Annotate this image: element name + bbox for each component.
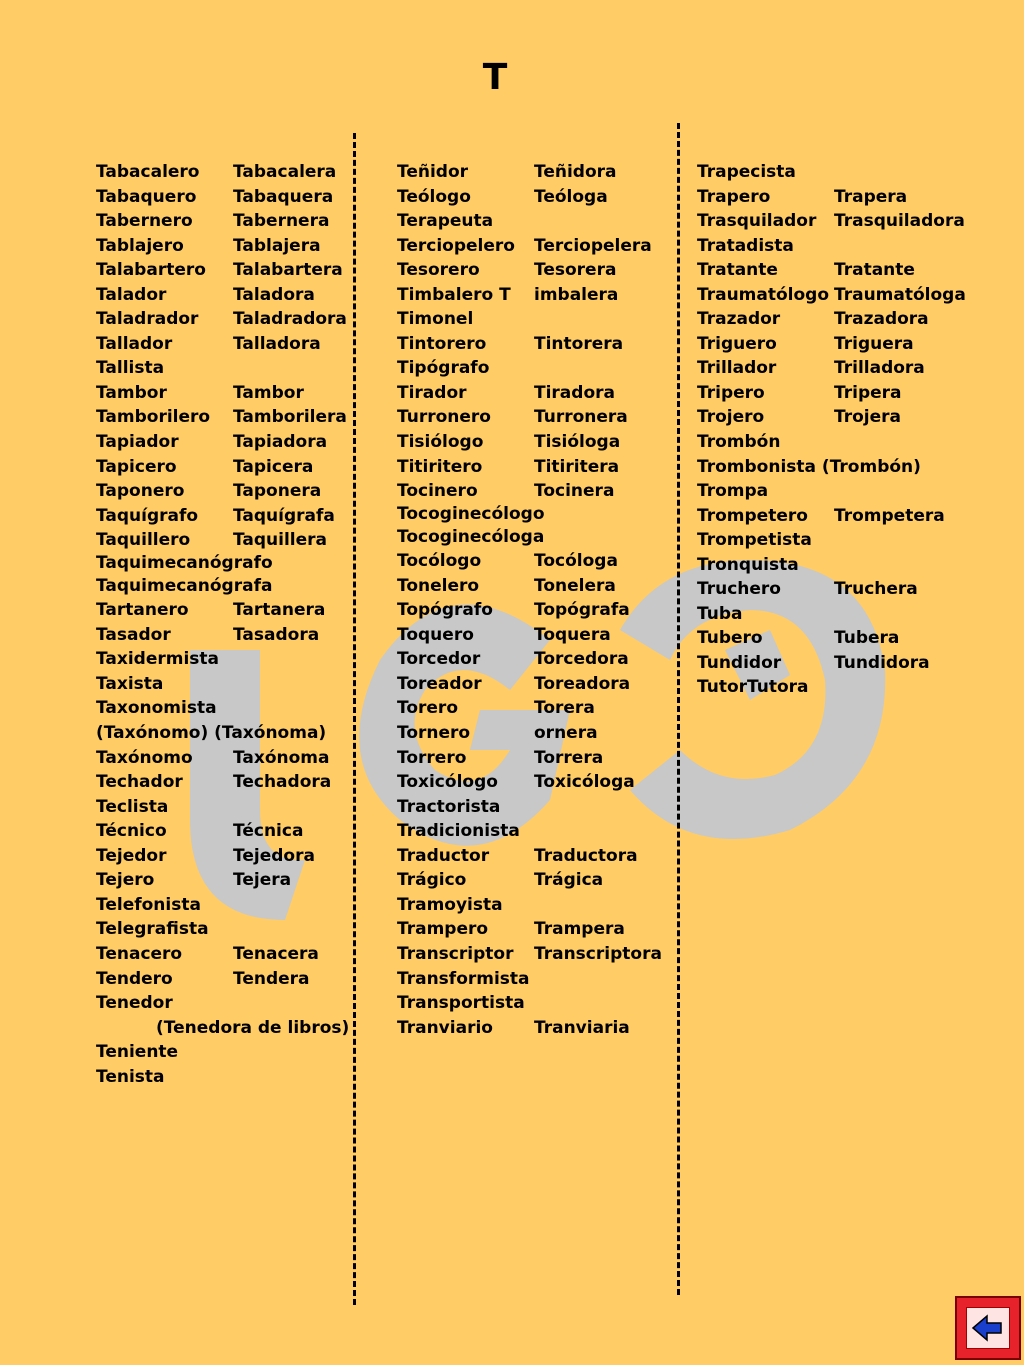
masculine-term: Tratante: [697, 260, 778, 281]
masculine-term: Teniente: [96, 1042, 179, 1063]
feminine-term: Trompetera: [834, 505, 945, 526]
feminine-term: Tintorera: [534, 333, 624, 354]
feminine-term: Torera: [534, 698, 595, 719]
feminine-term: Titiritera: [534, 456, 620, 477]
feminine-term: Tendera: [233, 968, 310, 989]
feminine-term: Tripera: [834, 382, 902, 403]
masculine-term: Tenedor: [96, 993, 173, 1014]
feminine-term: Taladradora: [233, 309, 347, 330]
masculine-term: Taxónomo: [96, 747, 193, 768]
masculine-term: Toquero: [397, 624, 474, 645]
feminine-term: Talladora: [233, 333, 321, 354]
feminine-term: Terciopelera: [534, 235, 652, 256]
masculine-term: Tartanero: [96, 600, 189, 621]
feminine-term: Torrera: [534, 747, 604, 768]
masculine-term: Taquígrafo: [96, 505, 199, 526]
masculine-term: Trompa: [697, 481, 769, 502]
masculine-term: Tasador: [96, 624, 171, 645]
feminine-term: Tocinera: [534, 481, 615, 502]
masculine-term: Telegrafista: [96, 919, 209, 940]
feminine-term: Triguera: [834, 333, 914, 354]
column-divider: [677, 123, 680, 1295]
masculine-term: Topógrafo: [397, 600, 493, 621]
feminine-term: Trampera: [534, 919, 625, 940]
masculine-term: Triguero: [697, 333, 777, 354]
masculine-term: Tintorero: [397, 333, 487, 354]
masculine-term: Tabaquero: [96, 186, 197, 207]
masculine-term: Tripero: [697, 382, 765, 403]
masculine-term: Técnico: [96, 821, 167, 842]
masculine-term: Toreador: [397, 673, 482, 694]
feminine-term: Taquígrafa: [233, 505, 335, 526]
masculine-term: Titiritero: [397, 456, 483, 477]
feminine-term: Tejera: [233, 870, 292, 891]
masculine-term: Taxista: [96, 673, 164, 694]
feminine-term: Topógrafa: [534, 600, 630, 621]
feminine-term: Tartanera: [233, 600, 326, 621]
feminine-term: Tisióloga: [534, 432, 621, 453]
feminine-term: Taponera: [233, 481, 322, 502]
feminine-term: Taquillera: [233, 530, 328, 551]
masculine-term: Tejedor: [96, 845, 167, 866]
feminine-term: Tundidora: [834, 652, 930, 673]
feminine-term: Torcedora: [534, 649, 629, 670]
feminine-term: Tapicera: [233, 456, 314, 477]
masculine-term: Tornero: [397, 723, 471, 744]
masculine-term: Teclista: [96, 796, 169, 817]
feminine-term: Tejedora: [233, 845, 315, 866]
feminine-term: Tonelera: [534, 575, 616, 596]
feminine-term: Tubera: [834, 628, 900, 649]
column-divider: [353, 133, 356, 1305]
feminine-term: Tabernera: [233, 211, 330, 232]
feminine-term: Tesorera: [534, 260, 617, 281]
feminine-term: Truchera: [834, 579, 918, 600]
feminine-term: Tabaquera: [233, 186, 334, 207]
masculine-term: Tenacero: [96, 943, 183, 964]
feminine-term: Turronera: [534, 407, 628, 428]
feminine-term: Tasadora: [233, 624, 320, 645]
masculine-term: Tratadista: [697, 235, 794, 256]
masculine-term: Trombonista (Trombón): [697, 456, 921, 477]
masculine-term: Tallador: [96, 333, 173, 354]
feminine-term: Traumatóloga: [834, 284, 966, 305]
masculine-term: Toxicólogo: [397, 772, 498, 793]
masculine-term: Tesorero: [397, 260, 480, 281]
masculine-term: Tamborilero: [96, 407, 211, 428]
masculine-term: Trapero: [697, 186, 771, 207]
feminine-term: Trazadora: [834, 309, 929, 330]
masculine-term: Traductor: [397, 845, 490, 866]
masculine-term: Tenista: [96, 1066, 165, 1087]
masculine-term: Teólogo: [397, 186, 471, 207]
feminine-term: ornera: [534, 723, 598, 744]
feminine-term: Techadora: [233, 772, 332, 793]
masculine-term: Taquimecanógrafa: [96, 575, 273, 596]
feminine-term: Tambor: [233, 382, 304, 403]
masculine-term: Teñidor: [397, 162, 469, 182]
left-arrow-icon: [967, 1308, 1009, 1348]
masculine-term: Techador: [96, 772, 183, 793]
feminine-term: Teóloga: [534, 186, 608, 207]
masculine-term: Torero: [397, 698, 458, 719]
masculine-term: Traumatólogo: [697, 284, 830, 305]
feminine-term: Taladora: [233, 284, 315, 305]
feminine-term: Trágica: [534, 870, 604, 891]
masculine-term: Tradicionista: [397, 821, 520, 842]
masculine-term: Tocinero: [397, 481, 478, 502]
masculine-term: Tranviario: [397, 1017, 493, 1038]
masculine-term: Tisiólogo: [397, 432, 484, 453]
masculine-term: Trojero: [697, 407, 765, 428]
masculine-term: Tapiador: [96, 432, 179, 453]
feminine-term: Técnica: [233, 821, 304, 842]
masculine-term: Tronquista: [697, 554, 799, 575]
masculine-term: Trompetero: [697, 505, 808, 526]
masculine-term: Taquillero: [96, 530, 191, 551]
masculine-term: Tubero: [697, 628, 763, 649]
masculine-term: Tramoyista: [397, 894, 503, 915]
feminine-term: Tiradora: [534, 382, 615, 403]
masculine-term: Torrero: [397, 747, 467, 768]
feminine-term: Teñidora: [534, 162, 617, 182]
masculine-term: Trágico: [397, 870, 467, 891]
back-button[interactable]: [955, 1296, 1021, 1360]
masculine-term: TutorTutora: [697, 677, 809, 698]
feminine-term: Tocóloga: [534, 551, 618, 572]
masculine-term: Tendero: [96, 968, 173, 989]
feminine-term: Tratante: [834, 260, 915, 281]
feminine-term: Trapera: [834, 186, 908, 207]
masculine-term: Terapeuta: [397, 211, 494, 232]
masculine-term: Truchero: [697, 579, 781, 600]
masculine-term: Tonelero: [397, 575, 480, 596]
masculine-term: Tocólogo: [397, 551, 482, 572]
feminine-term: Trasquiladora: [834, 211, 965, 232]
masculine-term: Tundidor: [697, 652, 782, 673]
back-button-face: [966, 1307, 1010, 1349]
masculine-term: Tablajero: [96, 235, 184, 256]
masculine-term: Tallista: [96, 358, 165, 379]
feminine-term: Tranviaria: [534, 1017, 630, 1038]
feminine-term: Trilladora: [834, 358, 925, 379]
masculine-term: Taxonomista: [96, 698, 217, 719]
masculine-term: Telefonista: [96, 894, 201, 915]
masculine-term: Tirador: [397, 382, 467, 403]
masculine-term: Tuba: [697, 603, 743, 624]
feminine-term: Traductora: [534, 845, 638, 866]
masculine-term: Talabartero: [96, 260, 206, 281]
masculine-term: Torcedor: [397, 649, 481, 670]
feminine-term: Toreadora: [534, 673, 631, 694]
masculine-term: Taxidermista: [96, 649, 220, 670]
masculine-term: Transportista: [397, 993, 525, 1014]
masculine-term: Tocoginecóloga: [397, 526, 545, 547]
feminine-term: Trojera: [834, 407, 902, 428]
masculine-term: Transcriptor: [397, 943, 514, 964]
masculine-term: Terciopelero: [397, 235, 515, 256]
feminine-term: imbalera: [534, 284, 619, 305]
masculine-term: Tractorista: [397, 796, 501, 817]
masculine-term: Tabernero: [96, 211, 193, 232]
feminine-term: Talabartera: [233, 260, 343, 281]
masculine-term: Trampero: [397, 919, 489, 940]
feminine-term: Tapiadora: [233, 432, 328, 453]
masculine-term: Talador: [96, 284, 167, 305]
feminine-term: Tenacera: [233, 943, 319, 964]
masculine-term: Timonel: [397, 309, 474, 330]
feminine-term: Tablajera: [233, 235, 321, 256]
feminine-term: Toxicóloga: [534, 772, 635, 793]
masculine-term: Tambor: [96, 382, 167, 403]
section-letter-heading: T: [482, 57, 508, 98]
masculine-term: Trazador: [697, 309, 781, 330]
masculine-term: (Taxónomo) (Taxónoma): [96, 723, 327, 744]
feminine-term: Tabacalera: [233, 162, 337, 182]
masculine-term: Taladrador: [96, 309, 199, 330]
masculine-term: Tapicero: [96, 456, 177, 477]
masculine-term: Tabacalero: [96, 162, 200, 182]
feminine-term: Transcriptora: [534, 943, 662, 964]
feminine-term: Taxónoma: [233, 747, 330, 768]
masculine-term: Trasquilador: [697, 211, 817, 232]
masculine-term: Turronero: [397, 407, 491, 428]
masculine-term: Trapecista: [697, 162, 796, 182]
masculine-term: Timbalero T: [397, 284, 511, 305]
masculine-term: (Tenedora de libros): [156, 1017, 350, 1038]
feminine-term: Toquera: [534, 624, 611, 645]
masculine-term: Tocoginecólogo: [397, 503, 545, 524]
masculine-term: Tejero: [96, 870, 155, 891]
masculine-term: Taponero: [96, 481, 185, 502]
feminine-term: Tamborilera: [233, 407, 347, 428]
masculine-term: Trompetista: [697, 530, 812, 551]
masculine-term: Tipógrafo: [397, 358, 490, 379]
masculine-term: Trillador: [697, 358, 777, 379]
masculine-term: Trombón: [697, 432, 781, 453]
masculine-term: Transformista: [397, 968, 530, 989]
masculine-term: Taquimecanógrafo: [96, 552, 273, 573]
